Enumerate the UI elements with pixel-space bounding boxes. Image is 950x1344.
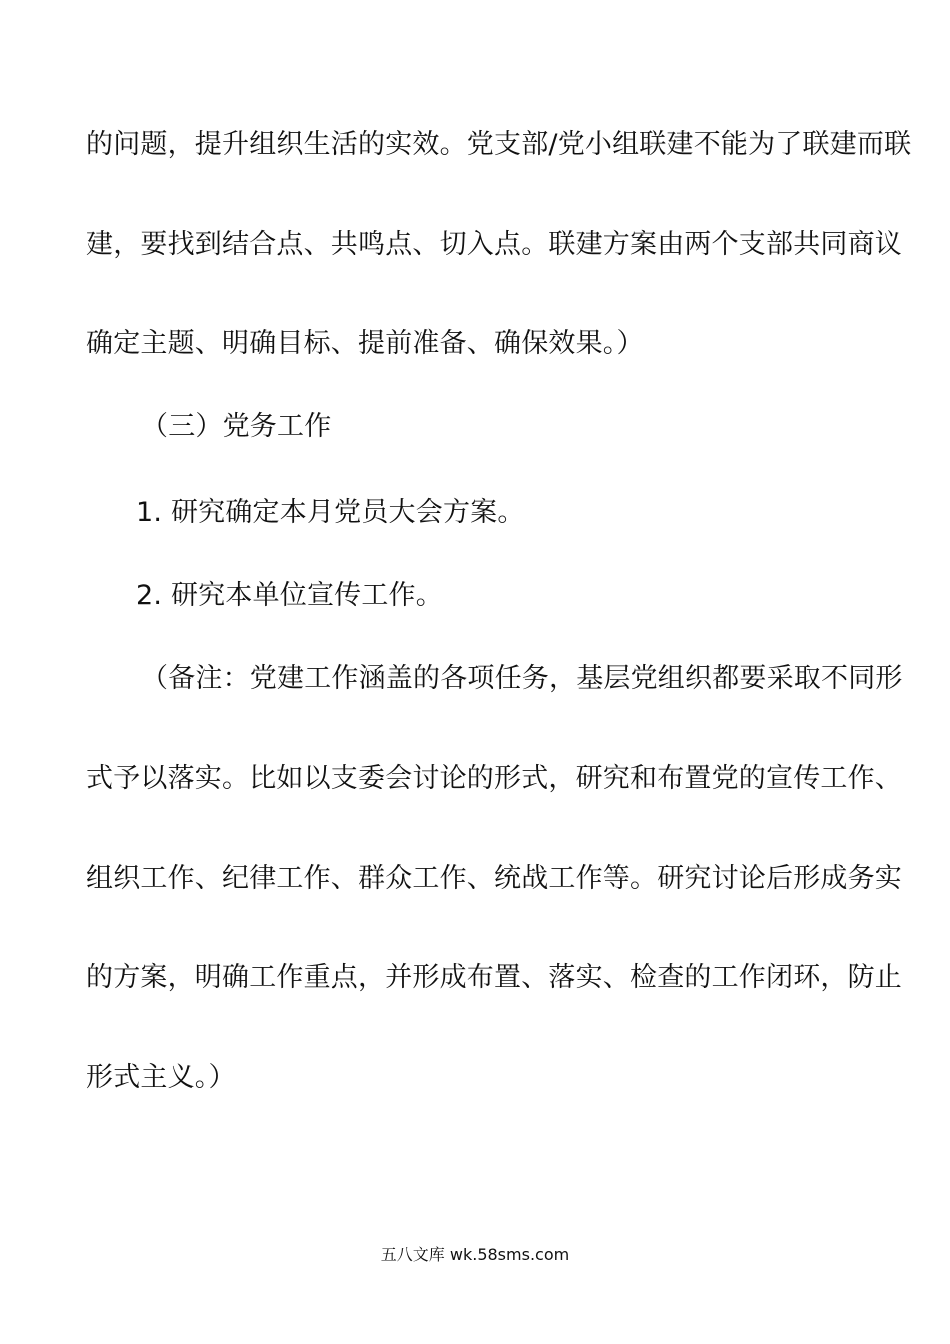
- list-item: 1. 研究确定本月党员大会方案。: [136, 497, 525, 528]
- footer-watermark: 五八文库 wk.58sms.com: [380, 1245, 570, 1264]
- list-item: 2. 研究本单位宣传工作。: [136, 580, 443, 611]
- text-line: 式予以落实。比如以支委会讨论的形式，研究和布置党的宣传工作、: [86, 763, 902, 794]
- text-line: 的方案，明确工作重点，并形成布置、落实、检查的工作闭环，防止: [86, 962, 902, 993]
- text-line: 形式主义。）: [86, 1062, 236, 1093]
- text-line: 确定主题、明确目标、提前准备、确保效果。）: [86, 328, 644, 359]
- text-line: 建，要找到结合点、共鸣点、切入点。联建方案由两个支部共同商议: [86, 229, 902, 260]
- section-heading: （三）党务工作: [141, 411, 332, 442]
- text-line: 组织工作、纪律工作、群众工作、统战工作等。研究讨论后形成务实: [86, 863, 902, 894]
- note-paragraph-start: （备注：党建工作涵盖的各项任务，基层党组织都要采取不同形: [141, 663, 903, 694]
- text-line: 的问题，提升组织生活的实效。党支部/党小组联建不能为了联建而联: [86, 129, 912, 160]
